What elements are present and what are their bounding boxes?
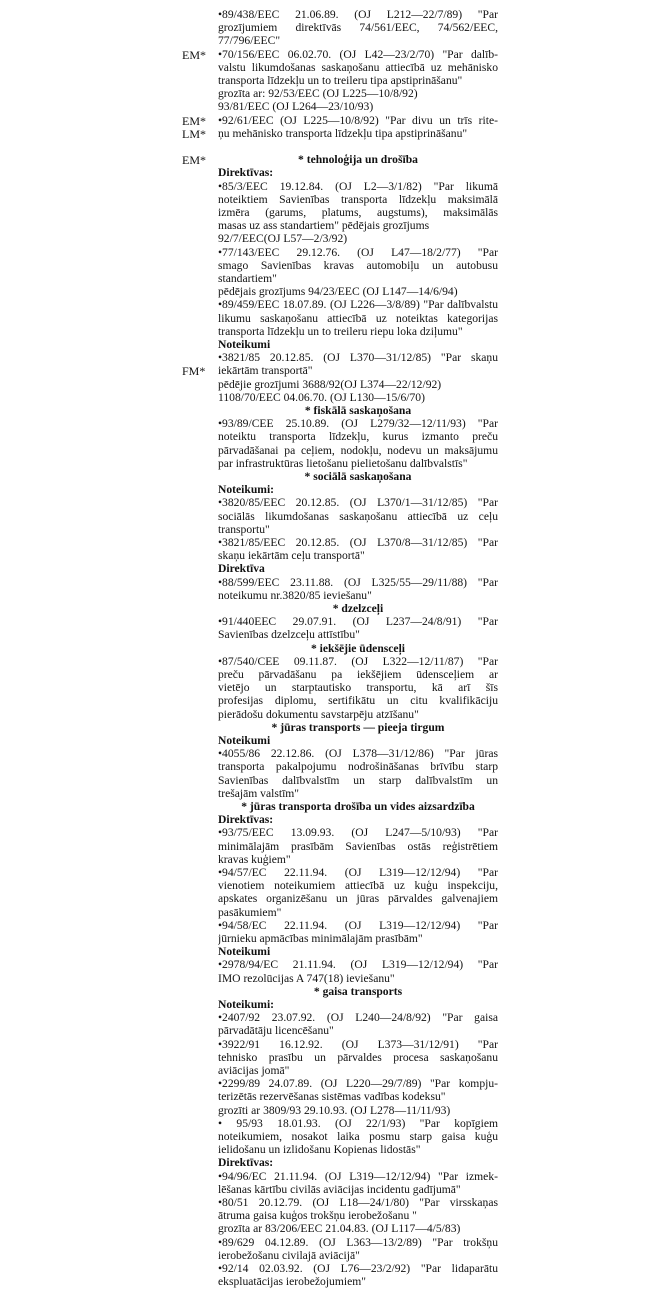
text-line: sociālās likumdošanas saskaņošanu attiecībā uz ceļu [218, 509, 498, 523]
text-line: pēdējie grozījumi 3688/92(OJ L374—22/12/92) [218, 377, 442, 391]
text-line: •2978/94/EC 21.11.94. (OJ L319—12/12/94) "Par [218, 958, 498, 972]
text-line: noteikumu nr.3820/85 ieviešanu" [218, 588, 372, 602]
text-line: •70/156/EEC 06.02.70. (OJ L42—23/2/70) "Par dalīb- [218, 47, 498, 61]
text-line: transporta līdzekļu un to treileru tipa apstiprināšanu" [218, 74, 463, 87]
text-line: apskates organizēšanu un jūras pārvaldes galvenajiem [218, 892, 498, 906]
text-line: standartiem" [218, 272, 277, 285]
text-line: izmēra (garums, platums, augstums), maksimālās [218, 206, 498, 219]
text-line: •3922/91 16.12.92. (OJ L373—31/12/91) "Par [218, 1037, 498, 1051]
margin-label: LM* [182, 126, 206, 141]
text-line: •93/89/CEE 25.10.89. (OJ L279/32—12/11/93) "Par [218, 417, 498, 431]
text-line: smago Savienības kravas automobiļu un autobusu [218, 258, 498, 272]
text-line: ātruma gaisa kuģos trokšņu ierobežošanu " [218, 1209, 417, 1223]
subsection-heading: Noteikumi [218, 945, 271, 959]
text-line: ielidošanu un izlidošanu Kopienas lidostās" [218, 1143, 421, 1157]
text-line: noteikumiem, nosakot laika posmu starp gaisa kuģu [218, 1130, 498, 1143]
text-line: pārvadāšanai pa ceļiem, nodokļu, nodevu un maksājumu [218, 443, 498, 457]
text-line: vietējo un starptautisko transportu, kā arī šīs [218, 681, 498, 695]
subsection-heading: Direktīvas: [218, 1156, 274, 1170]
margin-label: EM* [182, 153, 206, 168]
text-line: noteiktu transporta līdzekļu, kurus izmanto preču [218, 430, 498, 444]
text-line: vienotiem noteikumiem attiecībā uz kuģu inspekciju, [218, 879, 498, 893]
text-line: •2299/89 24.07.89. (OJ L220—29/7/89) "Par kompju- [218, 1077, 498, 1091]
text-line: •92/14 02.03.92. (OJ L76—23/2/92) "Par lidaparātu [218, 1262, 498, 1275]
text-line: 93/81/EEC (OJ L264—23/10/93) [218, 100, 374, 114]
subsection-heading: Noteikumi [218, 734, 271, 747]
text-line: •2407/92 23.07.92. (OJ L240—24/8/92) "Par gaisa [218, 1011, 498, 1025]
text-line: kravas kuģiem" [218, 852, 291, 866]
subsection-heading: Direktīvas: [218, 813, 274, 827]
text-line: •94/57/EC 22.11.94. (OJ L319—12/12/94) "Par [218, 866, 498, 879]
text-line: •92/61/EEC (OJ L225—10/8/92) "Par divu un trīs rite- [218, 113, 498, 127]
text-line: •3820/85/EEC 20.12.85. (OJ L370/1—31/12/85) "Par [218, 496, 498, 510]
subsection-heading: Direktīva [218, 562, 265, 576]
margin-label: EM* [182, 113, 206, 128]
text-line: grozīta ar 83/206/EEC 21.04.83. (OJ L117—4/5/83) [218, 1222, 461, 1236]
text-line: • 95/93 18.01.93. (OJ 22/1/93) "Par kopīgiem [218, 1116, 498, 1130]
text-line: minimālajām prasībām Savienības ostās reģistrētiem [218, 839, 498, 853]
text-line: 77/796/EEC" [218, 34, 281, 48]
text-line: grozīta ar: 92/53/EEC (OJ L225—10/8/92) [218, 87, 418, 101]
text-line: masas uz ass standartiem" pēdējais grozījums [218, 219, 430, 233]
text-line: •89/629 04.12.89. (OJ L363—13/2/89) "Par trokšņu [218, 1235, 498, 1249]
section-heading: * gaisa transports [313, 984, 403, 998]
text-line: grozījumiem direktīvās 74/561/EEC, 74/562/EEC, [218, 21, 498, 35]
margin-label: EM* [182, 47, 206, 62]
text-line: •94/58/EC 22.11.94. (OJ L319—12/12/94) "Par [218, 918, 498, 932]
text-line: •91/440EEC 29.07.91. (OJ L237—24/8/91) "Par [218, 615, 498, 629]
text-line: iekārtām transportā" [218, 364, 313, 378]
text-line: ekspluatācijas ierobežojumiem" [218, 1275, 366, 1289]
subsection-heading: Direktīvas: [218, 166, 274, 180]
text-line: •89/459/EEC 18.07.89. (OJ L226—3/8/89) "Par dalībvalstu [218, 298, 498, 312]
text-line: pārvadātāju licencēšanu" [218, 1024, 334, 1038]
section-heading: * jūras transporta drošība un vides aizsardzība [241, 800, 475, 813]
section-heading: * fiskālā saskaņošana [304, 404, 412, 417]
text-line: •77/143/EEC 29.12.76. (OJ L47—18/2/77) "Par [218, 245, 498, 259]
text-line: •4055/86 22.12.86. (OJ L378—31/12/86) "Par jūras [218, 747, 498, 761]
section-heading: * jūras transports — pieeja tirgum [271, 720, 445, 734]
text-line: grozīti ar 3809/93 29.10.93. (OJ L278—11/11/93) [218, 1103, 451, 1117]
text-line: trešajām valstīm" [218, 786, 300, 800]
text-line: pēdējais grozījums 94/23/EEC (OJ L147—14/6/94) [218, 285, 458, 299]
section-heading: * iekšējie ūdensceļi [310, 641, 406, 655]
text-line: 92/7/EEC(OJ L57—2/3/92) [218, 232, 348, 246]
text-line: •94/96/EC 21.11.94. (OJ L319—12/12/94) "Par izmek- [218, 1169, 498, 1183]
subsection-heading: Noteikumi [218, 338, 271, 351]
text-line: •3821/85 20.12.85. (OJ L370—31/12/85) "Par skaņu [218, 351, 498, 365]
text-line: •87/540/CEE 09.11.87. (OJ L322—12/11/87) "Par [218, 654, 498, 668]
text-line: profesijas diplomu, sertifikātu un citu kvalifikāciju [218, 694, 498, 708]
text-line: ņu mehānisko transporta līdzekļu tipa apstiprināšanu" [218, 126, 468, 140]
text-line: Savienības dzelzceļu attīstību" [218, 628, 360, 642]
text-line: transportu" [218, 522, 270, 536]
text-line: par infrastruktūras lietošanu pielietošanu dalībvalstīs" [218, 456, 468, 470]
text-line: •80/51 20.12.79. (OJ L18—24/1/80) "Par virsskaņas [218, 1196, 498, 1209]
text-line: lēšanas kārtību civilās aviācijas incidentu gadījumā" [218, 1182, 461, 1196]
text-line: pasākumiem" [218, 905, 282, 919]
text-line: 1108/70/EEC 04.06.70. (OJ L130—15/6/70) [218, 390, 425, 404]
text-line: ierobežošanu civilajā aviācijā" [218, 1248, 360, 1262]
text-line: IMO rezolūcijas A 747(18) ieviešanu" [218, 971, 395, 985]
text-line: transporta pakalpojumu nodrošināšanas brīvību starp [218, 760, 498, 774]
text-line: jūrnieku apmācības minimālajām prasībām" [218, 932, 423, 945]
section-heading: * sociālā saskaņošana [304, 470, 412, 483]
text-line: •3821/85/EEC 20.12.85. (OJ L370/8—31/12/85) "Par [218, 536, 498, 549]
text-line: pierādošu dokumentu savstarpēju atzīšanu" [218, 707, 419, 721]
text-line: •88/599/EEC 23.11.88. (OJ L325/55—29/11/88) "Par [218, 575, 498, 589]
text-line: preču pārvadāšanu pa iekšējiem ūdensceļiem ar [218, 668, 498, 681]
text-line: skaņu iekārtām ceļu transportā" [218, 549, 365, 563]
text-line: aviācijas jomā" [218, 1064, 290, 1077]
section-heading: * tehnoloģija un drošība [298, 153, 418, 167]
section-heading: * dzelzceļi [332, 602, 384, 615]
subsection-heading: Noteikumi: [218, 483, 275, 497]
text-line: likumu saskaņošanu attiecībā uz noteiktas kategorijas [218, 311, 498, 325]
text-line [218, 140, 498, 154]
text-line: transporta līdzekļu un to treileru riepu loka dziļumu" [218, 324, 463, 338]
text-line: tehnisko prasību un pārvaldes procesa saskaņošanu [218, 1050, 498, 1064]
margin-label: FM* [182, 364, 206, 379]
text-line: valstu likumdošanas saskaņošanu attiecībā uz mehānisko [218, 60, 498, 74]
subsection-heading: Noteikumi: [218, 998, 275, 1011]
text-line: •85/3/EEC 19.12.84. (OJ L2—3/1/82) "Par likumā [218, 179, 498, 193]
text-line: Savienības dalībvalstīm un starp dalībvalstīm un [218, 773, 498, 787]
text-line: •89/438/EEC 21.06.89. (OJ L212—22/7/89) "Par [218, 8, 498, 21]
text-line: terizētās rezervēšanas sistēmas vadības kodeksu" [218, 1090, 446, 1104]
text-line: noteiktiem Savienības transporta līdzekļu maksimālā [218, 192, 498, 206]
text-line: •93/75/EEC 13.09.93. (OJ L247—5/10/93) "Par [218, 826, 498, 840]
